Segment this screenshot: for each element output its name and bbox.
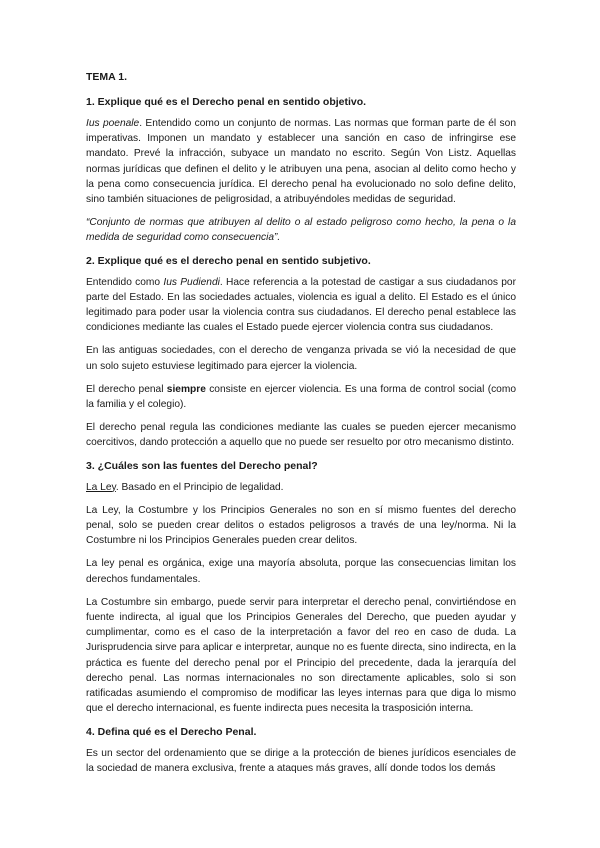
- question-4-paragraph-1: Es un sector del ordenamiento que se dirige a la protección de bienes jurídicos esenciales de la sociedad de manera exclusiva, frente a ataques más graves, allí donde todos los demás: [86, 747, 516, 774]
- question-2-paragraph-1-text: . Hace referencia a la potestad de castigar a sus ciudadanos por parte del Estado. En las sociedades actuales, violencia es igual a delito. El Estado es el único legitimado para poder usar la violencia contra sus ciudadanos. El derecho penal establece las condiciones mediante las cuales el Estado puede ejercer violencia contra sus ciudadanos.: [86, 276, 516, 334]
- question-2-paragraph-2: En las antiguas sociedades, con el derecho de venganza privada se vió la necesidad de que un solo sujeto estuviese legitimado para ejercer la violencia.: [86, 345, 516, 372]
- question-2-paragraph-3-intro: El derecho penal: [86, 383, 167, 395]
- term-ius-poenale: Ius poenale: [86, 118, 140, 129]
- question-3-paragraph-4: La Costumbre sin embargo, puede servir para interpretar el derecho penal, convirtiéndose en fuente indirecta, al igual que los Principios Generales del Derecho, que pueden ayudar y cumplimentar, como es el caso de la interpretación a favor del reo en caso de duda. La Jurisprudencia sirve para aplicar e interpretar, aunque no es fuente directa, sino indirecta, en la práctica es fuente del derecho penal por el Principio del precedente, dada la jerarquía del derecho penal. Las normas internacionales no son directamente aplicables, solo si son ratificadas asumiendo el compromiso de modificar las leyes internas para que diga lo mismo que el derecho internacional, es fuente indirecta pues necesita la trasposición interna.: [86, 596, 516, 715]
- question-2-paragraph-4: El derecho penal regula las condiciones mediante las cuales se pueden ejercer mecanismo coercitivos, dando protección a aquello que no puede ser resuelto por otro mecanismo distinto.: [86, 422, 516, 449]
- emphasis-siempre: siempre: [166, 383, 206, 395]
- question-1-paragraph-1-text: . Entendido como un conjunto de normas. Las normas que forman parte de él son imperativas. Imponen un mandato y establecer una sanción en caso de infringirse ese mandato. Prevé la infracción, subyace un mandato no escrito. Según Von Listz. Aquellas normas jurídicas que definen el delito y le atribuyen una pena, asocian al delito como hecho y la pena como consecuencia jurídica. El derecho penal ha evolucionado no solo define delito, sino también situaciones de peligrosidad, a atribuyéndoles medidas de seguridad.: [86, 118, 516, 206]
- term-la-ley: La Ley: [86, 481, 116, 493]
- question-2-heading: 2. Explique qué es el derecho penal en sentido subjetivo.: [86, 254, 371, 267]
- question-3-paragraph-3: La ley penal es orgánica, exige una mayoría absoluta, porque las consecuencias limitan los derechos fundamentales.: [86, 558, 516, 585]
- question-3-paragraph-1-text: . Basado en el Principio de legalidad.: [115, 481, 284, 493]
- question-3-paragraph-2: La Ley, la Costumbre y los Principios Generales no son en sí mismo fuentes del derecho penal, solo se pueden crear delitos o estados peligrosos a través de una ley/norma. Ni la Costumbre ni los Principios Generales pueden crear delitos.: [86, 504, 516, 547]
- question-2-paragraph-1: [86, 275, 516, 336]
- question-1-quote: “Conjunto de normas que atribuyen al delito o al estado peligroso como hecho, la pena o la medida de seguridad como consecuencia”.: [86, 217, 516, 244]
- question-2-paragraph-3: [86, 382, 516, 412]
- question-3-paragraph-1: [86, 480, 516, 495]
- question-3-heading: 3. ¿Cuáles son las fuentes del Derecho penal?: [86, 459, 318, 472]
- question-1-paragraph-1: [86, 116, 516, 207]
- term-ius-pudiendi: Ius Pudiendi: [163, 276, 220, 288]
- question-2-paragraph-1-intro: Entendido como: [86, 276, 164, 288]
- question-2-paragraph-3-text: consiste en ejercer violencia. Es una forma de control social (como la familia y el colegio).: [86, 383, 516, 411]
- question-4-heading: 4. Defina qué es el Derecho Penal.: [86, 725, 257, 738]
- document-title: TEMA 1.: [86, 71, 128, 83]
- question-1-heading: 1. Explique qué es el Derecho penal en sentido objetivo.: [86, 96, 367, 108]
